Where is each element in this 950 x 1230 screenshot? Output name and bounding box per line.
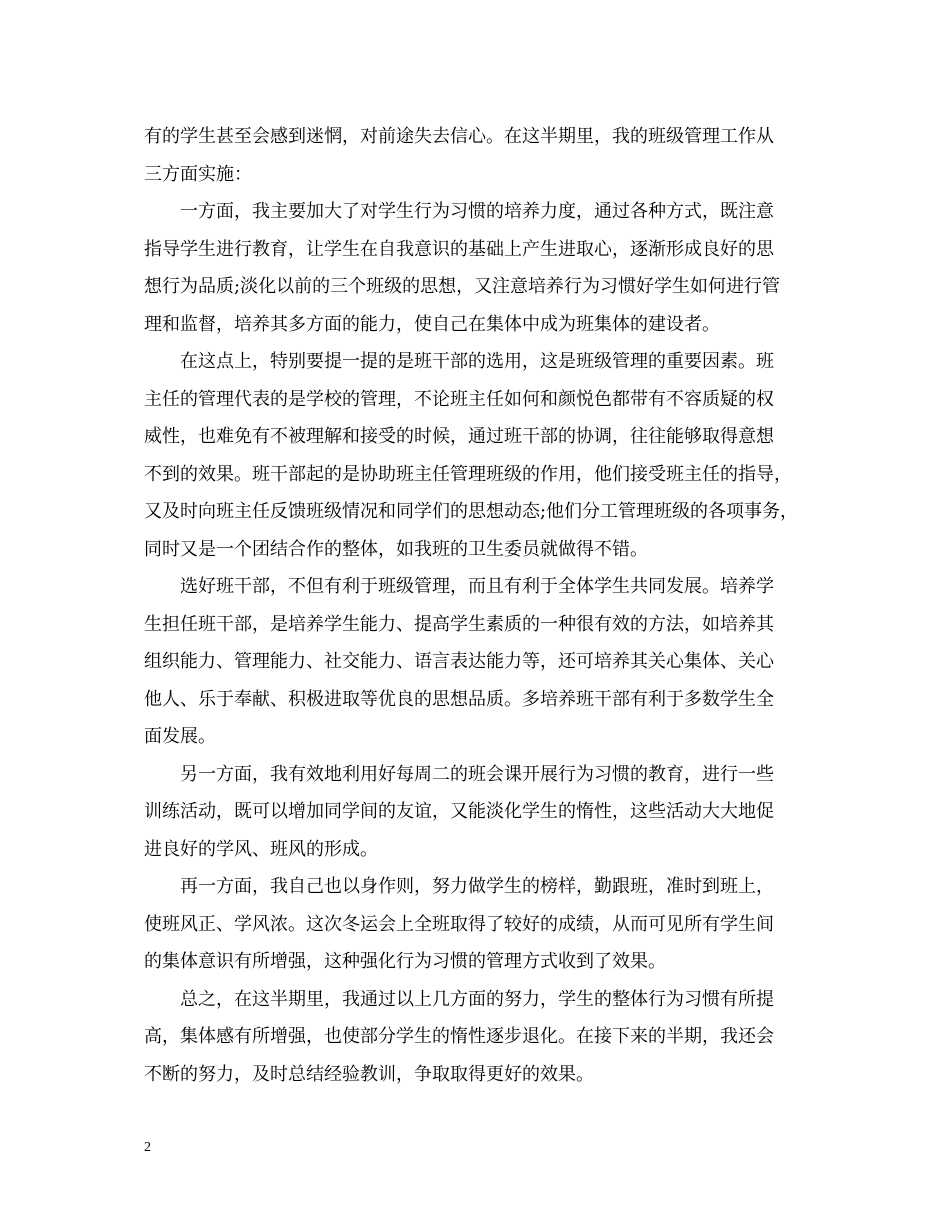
text-line: 训练活动，既可以增加同学间的友谊，又能淡化学生的惰性，这些活动大大地促: [144, 801, 774, 822]
text-line: 想行为品质;淡化以前的三个班级的思想，又注意培养行为习惯好学生如何进行管: [144, 276, 781, 297]
page-number: 2: [144, 1140, 151, 1155]
text-line: 不断的努力，及时总结经验教训，争取取得更好的效果。: [144, 1063, 594, 1085]
paragraph-first-line: 另一方面，我有效地利用好每周二的班会课开展行为习惯的教育，进行一些: [180, 763, 774, 785]
text-line: 主任的管理代表的是学校的管理，不论班主任如何和颜悦色都带有不容质疑的权: [144, 388, 774, 410]
text-line: 组织能力、管理能力、社交能力、语言表达能力等，还可培养其关心集体、关心: [144, 651, 774, 672]
text-line: 威性，也难免有不被理解和接受的时候，通过班干部的协调，往往能够取得意想: [144, 426, 774, 447]
text-line: 生担任班干部，是培养学生能力、提高学生素质的一种很有效的方法，如培养其: [144, 613, 774, 635]
paragraph-first-line: 一方面，我主要加大了对学生行为习惯的培养力度，通过各种方式，既注意: [180, 201, 774, 222]
paragraph-first-line: 总之，在这半期里，我通过以上几方面的努力，学生的整体行为习惯有所提: [180, 988, 774, 1010]
text-line: 有的学生甚至会感到迷惘，对前途失去信心。在这半期里，我的班级管理工作从: [144, 126, 774, 147]
text-line: 使班风正、学风浓。这次冬运会上全班取得了较好的成绩，从而可见所有学生间: [144, 913, 774, 935]
text-line: 的集体意识有所增强，这种强化行为习惯的管理方式收到了效果。: [144, 951, 666, 972]
text-line: 高，集体感有所增强，也使部分学生的惰性逐步退化。在接下来的半期，我还会: [144, 1026, 774, 1047]
paragraph-first-line: 再一方面，我自己也以身作则，努力做学生的榜样，勤跟班，准时到班上，: [180, 876, 774, 897]
text-line: 面发展。: [144, 726, 216, 747]
text-line: 进良好的学风、班风的形成。: [144, 838, 378, 860]
text-line: 同时又是一个团结合作的整体，如我班的卫生委员就做得不错。: [144, 538, 648, 560]
text-line: 又及时向班主任反馈班级情况和同学们的思想动态;他们分工管理班级的各项事务，: [144, 501, 799, 522]
text-line: 不到的效果。班干部起的是协助班主任管理班级的作用，他们接受班主任的指导，: [144, 463, 792, 485]
paragraph-first-line: 在这点上，特别要提一提的是班干部的选用，这是班级管理的重要因素。班: [180, 351, 774, 372]
text-line: 三方面实施：: [144, 163, 252, 185]
text-line: 理和监督，培养其多方面的能力，使自己在集体中成为班集体的建设者。: [144, 313, 720, 335]
text-line: 他人、乐于奉献、积极进取等优良的思想品质。多培养班干部有利于多数学生全: [144, 688, 774, 710]
body-text: [144, 118, 814, 1093]
text-line: 指导学生进行教育，让学生在自我意识的基础上产生进取心，逐渐形成良好的思: [144, 238, 774, 260]
paragraph-first-line: 选好班干部，不但有利于班级管理，而且有利于全体学生共同发展。培养学: [180, 576, 774, 597]
